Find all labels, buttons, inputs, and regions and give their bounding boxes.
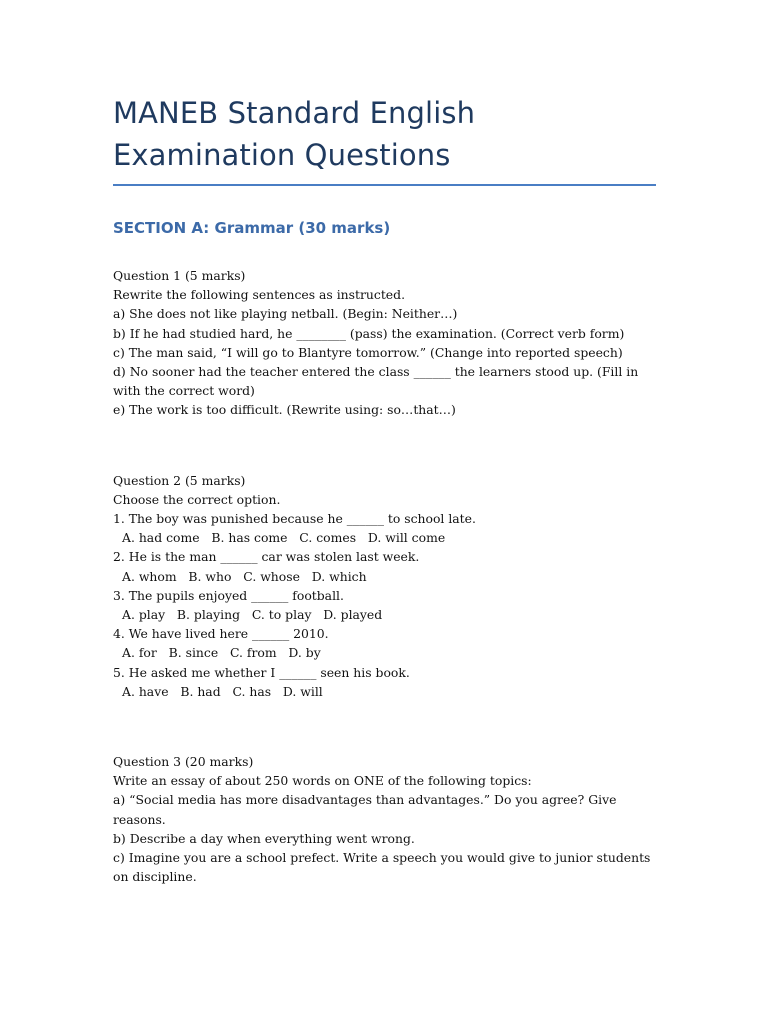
document-title: MANEB Standard English Examination Questions: [113, 96, 476, 172]
question-2-instruction: Choose the correct option.: [113, 491, 281, 507]
title-underline: [113, 184, 656, 186]
question-2-item-3-stem: 3. The pupils enjoyed ______ football.: [113, 587, 344, 603]
question-2-item-2-options: A. whom B. who C. whose D. which: [122, 568, 367, 584]
question-2-item-4-options: A. for B. since C. from D. by: [122, 645, 321, 661]
question-3: [113, 752, 658, 886]
question-3-item-a: a) “Social media has more disadvantages than advantages.” Do you agree? Give reasons.: [113, 792, 621, 827]
question-1: [113, 266, 658, 420]
question-1-item-a: a) She does not like playing netball. (Begin: Neither…): [113, 306, 458, 322]
question-2-item-1-stem: 1. The boy was punished because he ______ to school late.: [113, 511, 476, 527]
question-2: [113, 471, 658, 701]
question-3-header: Question 3 (20 marks): [113, 754, 254, 770]
question-1-instruction: Rewrite the following sentences as instructed.: [113, 287, 406, 303]
question-3-item-b: b) Describe a day when everything went wrong.: [113, 830, 415, 846]
question-3-item-c: c) Imagine you are a school prefect. Write a speech you would give to junior students on discipline.: [113, 850, 655, 885]
question-1-item-c: c) The man said, “I will go to Blantyre tomorrow.” (Change into reported speech): [113, 344, 623, 360]
question-2-item-1-options: A. had come B. has come C. comes D. will come: [122, 530, 446, 546]
question-2-item-4-stem: 4. We have lived here ______ 2010.: [113, 626, 329, 642]
question-2-header: Question 2 (5 marks): [113, 472, 246, 488]
question-1-item-d: d) No sooner had the teacher entered the class ______ the learners stood up. (Fill in with the correct word): [113, 364, 643, 399]
question-2-item-3-options: A. play B. playing C. to play D. played: [122, 607, 383, 623]
question-2-item-5-options: A. have B. had C. has D. will: [122, 683, 323, 699]
question-2-item-5-stem: 5. He asked me whether I ______ seen his book.: [113, 664, 410, 680]
question-3-instruction: Write an essay of about 250 words on ONE of the following topics:: [113, 773, 532, 789]
question-2-item-2-stem: 2. He is the man ______ car was stolen last week.: [113, 549, 420, 565]
section-a-heading: SECTION A: Grammar (30 marks): [113, 219, 391, 237]
question-1-header: Question 1 (5 marks): [113, 268, 246, 283]
question-1-item-b: b) If he had studied hard, he ________ (pass) the examination. (Correct verb form): [113, 325, 625, 341]
question-1-item-e: e) The work is too difficult. (Rewrite using: so…that…): [113, 402, 456, 418]
document-page: [113, 92, 658, 886]
